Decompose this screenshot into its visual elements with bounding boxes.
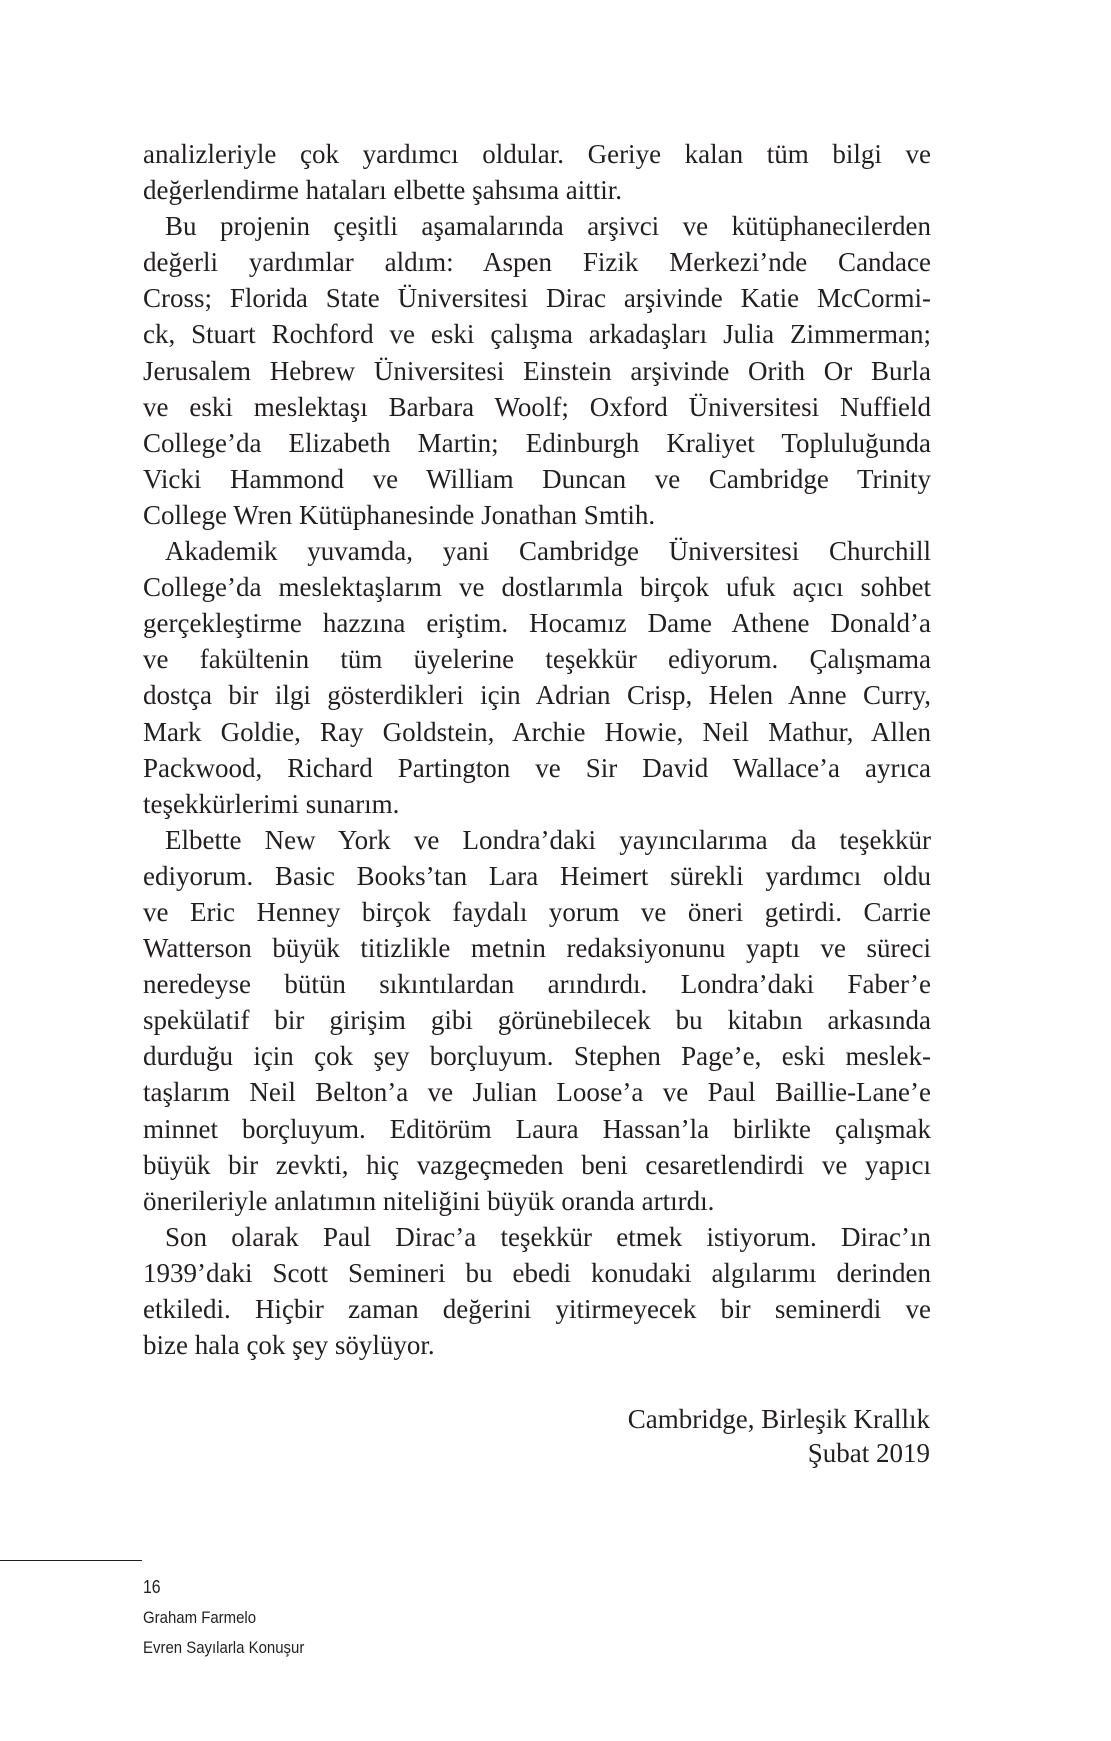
text-line: neredeyse bütün sıkıntılardan arındırdı. Londra’daki Faber’e <box>143 969 931 1000</box>
text-line: değerli yardımlar aldım: Aspen Fizik Merkezi’nde Candace <box>143 247 931 278</box>
signature-date: Şubat 2019 <box>807 1438 930 1468</box>
text-line: minnet borçluyum. Editörüm Laura Hassan’la birlikte çalışmak <box>143 1113 931 1144</box>
text-line: Packwood, Richard Partington ve Sir David Wallace’a ayrıca <box>143 752 931 783</box>
text-line: ve Eric Henney birçok faydalı yorum ve öneri getirdi. Carrie <box>143 896 931 927</box>
text-line: ediyorum. Basic Books’tan Lara Heimert sürekli yardımcı oldu <box>143 860 931 891</box>
text-line: spekülatif bir girişim gibi görünebilecek bu kitabın arkasında <box>143 1005 931 1036</box>
text-line: taşlarım Neil Belton’a ve Julian Loose’a ve Paul Baillie-Lane’e <box>143 1077 931 1108</box>
text-line: Jerusalem Hebrew Üniversitesi Einstein arşivinde Orith Or Burla <box>143 355 931 386</box>
signature-block <box>628 1402 930 1470</box>
text-line: durduğu için çok şey borçluyum. Stephen Page’e, eski meslek- <box>143 1041 931 1072</box>
footer-book-title: Evren Sayılarla Konuşur <box>143 1638 305 1657</box>
text-line: Cross; Florida State Üniversitesi Dirac arşivinde Katie McCormi- <box>143 283 931 314</box>
text-line: analizleriyle çok yardımcı oldular. Geriye kalan tüm bilgi ve <box>143 139 931 169</box>
text-line: ve eski meslektaşı Barbara Woolf; Oxford Üniversitesi Nuffield <box>143 391 931 422</box>
text-line: Vicki Hammond ve William Duncan ve Cambridge Trinity <box>143 463 931 494</box>
text-line: College’da Elizabeth Martin; Edinburgh Kraliyet Topluluğunda <box>143 427 931 458</box>
footer-divider <box>0 1560 142 1561</box>
text-line: ck, Stuart Rochford ve eski çalışma arkadaşları Julia Zimmerman; <box>143 319 931 350</box>
acknowledgements-text <box>143 136 931 1363</box>
paragraph <box>143 136 931 208</box>
text-line: College’da meslektaşlarım ve dostlarımla birçok ufuk açıcı sohbet <box>143 572 931 603</box>
page-number: 16 <box>143 1577 161 1597</box>
signature-place: Cambridge, Birleşik Krallık <box>627 1404 930 1434</box>
text-line: etkiledi. Hiçbir zaman değerini yitirmeyecek bir seminerdi ve <box>143 1294 931 1324</box>
text-line: College Wren Kütüphanesinde Jonathan Smtih. <box>143 499 656 530</box>
text-line: Watterson büyük titizlikle metnin redaksiyonunu yaptı ve süreci <box>143 933 931 964</box>
paragraph <box>143 533 931 822</box>
paragraph <box>143 208 931 533</box>
text-line: teşekkürlerimi sunarım. <box>143 788 400 819</box>
text-line: önerileriyle anlatımın niteliğini büyük oranda artırdı. <box>143 1185 715 1216</box>
text-line: ve fakültenin tüm üyelerine teşekkür ediyorum. Çalışmama <box>143 644 931 675</box>
text-line: Bu projenin çeşitli aşamalarında arşivci ve kütüphanecilerden <box>165 211 931 242</box>
page-footer <box>143 1572 304 1664</box>
paragraph <box>143 822 931 1219</box>
text-line: gerçekleştirme hazzına eriştim. Hocamız Dame Athene Donald’a <box>143 608 931 639</box>
paragraph <box>143 1219 931 1363</box>
footer-author: Graham Farmelo <box>143 1607 257 1627</box>
text-line: bize hala çok şey söylüyor. <box>143 1330 435 1361</box>
text-line: 1939’daki Scott Semineri bu ebedi konudaki algılarımı derinden <box>143 1257 931 1288</box>
text-line: Elbette New York ve Londra’daki yayıncılarıma da teşekkür <box>165 824 931 855</box>
text-line: dostça bir ilgi gösterdikleri için Adrian Crisp, Helen Anne Curry, <box>143 680 931 711</box>
text-line: değerlendirme hataları elbette şahsıma aittir. <box>143 175 623 206</box>
text-line: Mark Goldie, Ray Goldstein, Archie Howie, Neil Mathur, Allen <box>143 716 931 747</box>
text-line: Son olarak Paul Dirac’a teşekkür etmek istiyorum. Dirac’ın <box>165 1221 931 1252</box>
text-line: büyük bir zevkti, hiç vazgeçmeden beni cesaretlendirdi ve yapıcı <box>143 1149 931 1180</box>
text-line: Akademik yuvamda, yani Cambridge Üniversitesi Churchill <box>165 536 931 567</box>
